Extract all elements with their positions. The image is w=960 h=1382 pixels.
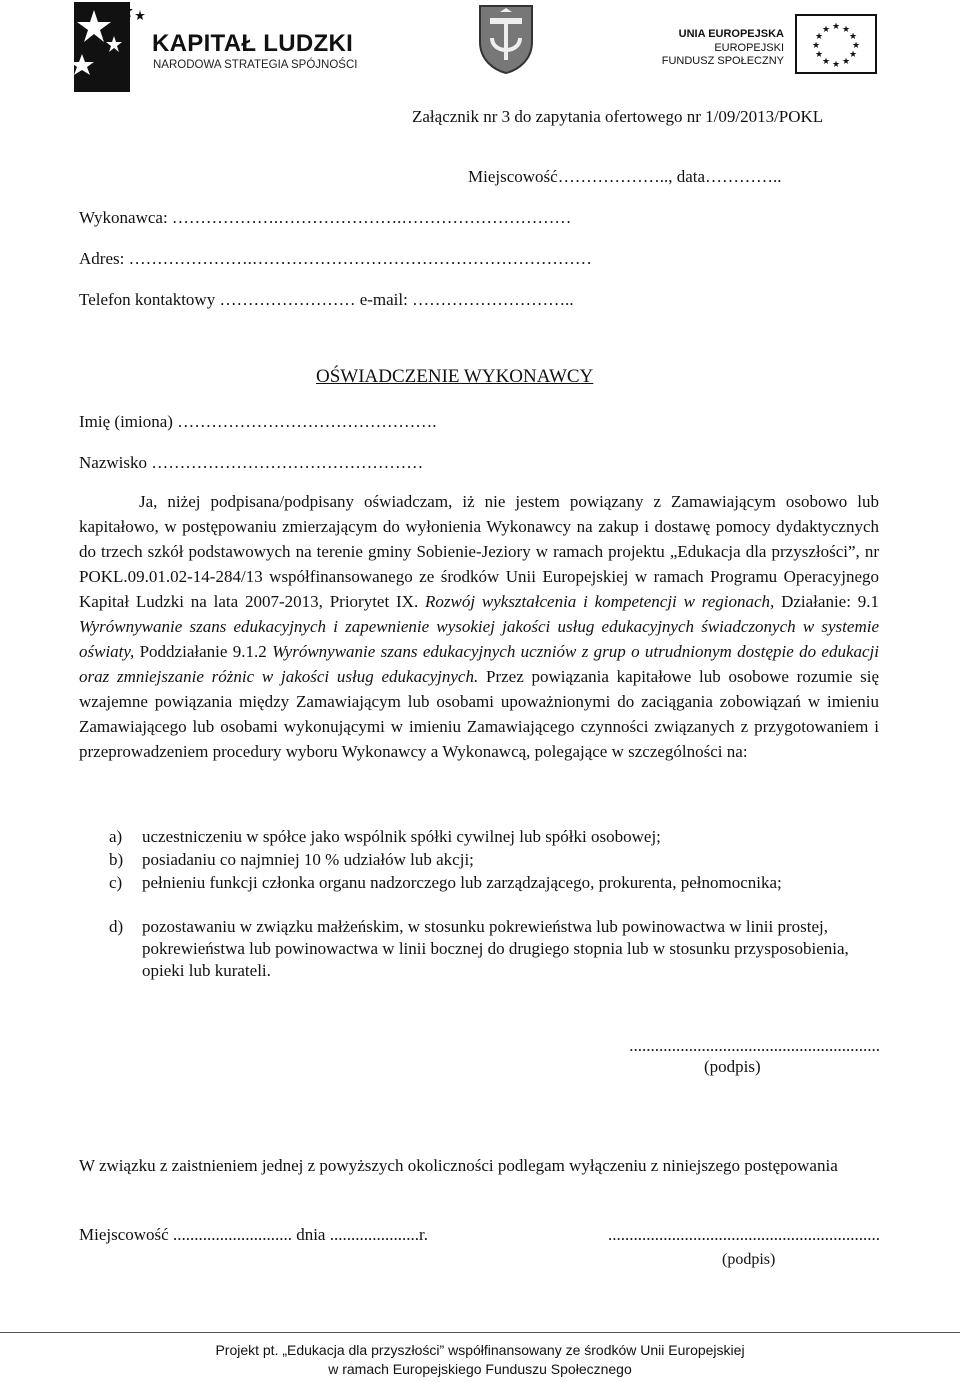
declaration-text-2: Przez powiązania kapitałowe lub osobowe rozumie się wzajemne powiązania między Zamawiającym lub osobami upoważnionymi do zaciągania zobowiązań w imieniu Zamawiającego lub osobami wykonującymi w imieniu Zamawiającego czynności związanych z przygotowaniem i przeprowadzeniem procedury wyboru Wykonawcy a Wykonawcą, polegające w szczególności na: — [79, 667, 880, 761]
svg-text:★: ★ — [814, 32, 824, 42]
eu-label-line1: UNIA EUROPEJSKA — [678, 28, 784, 40]
declaration-text-1: Ja, niżej podpisana/podpisany oświadczam, iż nie jestem powiązany z Zamawiającym osobowo lub kapitałowo, w postępowaniu zmierzającym do wyłonienia Wykonawcy na zakup i dostawę pomocy dydaktycznych do trzech szkół podstawowych na terenie gminy Sobienie-Jeziory w ramach projektu „Edukacja dla przyszłości”, nr POKL.09.01.02-14-284/13 współfinansowanego ze środków Unii Europejskiej w ramach Programu Operacyjnego Kapitał Ludzki na lata 2007-2013, Priorytet IX. — [79, 492, 879, 611]
list-item-text: uczestniczeniu w spółce jako wspólnik spółki cywilnej lub spółki osobowej; — [142, 827, 661, 846]
measure-label: Działanie: 9.1 — [781, 592, 880, 611]
document-heading: OŚWIADCZENIE WYKONAWCY — [316, 366, 594, 387]
submeasure-name: Wyrównywanie szans edukacyjnych uczniów z grup o utrudnionym dostępie do edukacji oraz zmniejszanie różnic w jakości usług edukacyjnych. — [79, 642, 880, 686]
svg-text:★: ★ — [841, 25, 851, 35]
svg-text:★: ★ — [814, 50, 824, 60]
kapital-ludzki-title: KAPITAŁ LUDZKI — [152, 30, 354, 57]
priority-name: Rozwój wykształcenia i kompetencji w regionach, — [425, 592, 775, 611]
contractor-field: Wykonawca: ……………….………………….………………………… — [79, 208, 572, 227]
svg-text:★: ★ — [831, 60, 841, 70]
coat-of-arms-icon — [478, 4, 534, 74]
annex-reference: Załącznik nr 3 do zapytania ofertowego nr 1/09/2013/POKL — [412, 107, 824, 126]
exclusion-statement: W związku z zaistnieniem jednej z powyższych okoliczności podlegam wyłączeniu z niniejszego postępowania — [79, 1156, 838, 1175]
first-names-field: Imię (imiona) ………………………………………. — [79, 412, 437, 431]
svg-text:★: ★ — [848, 32, 858, 42]
svg-text:★: ★ — [821, 57, 831, 67]
list-item-label: d) — [109, 917, 124, 936]
signature-label-2: (podpis) — [722, 1251, 776, 1268]
list-item-text: posiadaniu co najmniej 10 % udziałów lub akcji; — [142, 850, 474, 869]
svg-text:★: ★ — [831, 22, 841, 32]
svg-text:★: ★ — [811, 41, 821, 51]
footer-line-1: Projekt pt. „Edukacja dla przyszłości” współfinansowany ze środków Unii Europejskiej — [215, 1342, 745, 1358]
svg-text:★: ★ — [848, 50, 858, 60]
surname-field: Nazwisko ………………………………………… — [79, 453, 424, 472]
address-field: Adres: ………………….…………………………………………………… — [79, 249, 592, 268]
place-date-line: Miejscowość……………….., data………….. — [468, 167, 782, 186]
declaration-paragraph — [79, 489, 879, 764]
kapital-ludzki-subtitle: NARODOWA STRATEGIA SPÓJNOŚCI — [153, 59, 358, 71]
svg-text:★: ★ — [821, 25, 831, 35]
place-date-line-2: Miejscowość ............................ dnia .....................r. — [79, 1225, 428, 1244]
list-item-text: pozostawaniu w związku małżeńskim, w stosunku pokrewieństwa lub powinowactwa w linii prostej, pokrewieństwa lub powinowactwa w linii bocznej do drugiego stopnia lub w stosunku przysposobienia, opieki lub kurateli. — [142, 917, 849, 980]
svg-text:★: ★ — [851, 41, 861, 51]
eu-flag-logo — [795, 14, 877, 74]
submeasure-label: Poddziałanie 9.1.2 — [139, 642, 267, 661]
eu-label-line3: FUNDUSZ SPOŁECZNY — [661, 55, 784, 67]
eu-flag-icon — [795, 14, 877, 74]
list-item-text: pełnieniu funkcji członka organu nadzorczego lub zarządzającego, prokurenta, pełnomocnika; — [142, 873, 782, 892]
list-item-label: c) — [109, 873, 123, 892]
municipality-crest — [478, 4, 534, 74]
kapital-ludzki-emblem-icon — [74, 2, 154, 92]
signature-dots-2: ................................................................ — [608, 1225, 880, 1244]
list-item-label: a) — [109, 827, 123, 846]
phone-email-field: Telefon kontaktowy …………………… e-mail: ……………………….. — [79, 290, 574, 309]
list-item-label: b) — [109, 850, 124, 869]
footer-line-2: w ramach Europejskiego Funduszu Społecznego — [328, 1361, 632, 1377]
signature-label-1: (podpis) — [704, 1057, 761, 1076]
signature-dots-1: ........................................................... — [629, 1036, 880, 1055]
measure-name: Wyrównywanie szans edukacyjnych i zapewnienie wysokiej jakości usług edukacyjnych świadczonych w systemie oświaty, — [79, 617, 879, 661]
svg-text:★: ★ — [841, 57, 851, 67]
eu-label-line2: EUROPEJSKI — [714, 42, 784, 54]
